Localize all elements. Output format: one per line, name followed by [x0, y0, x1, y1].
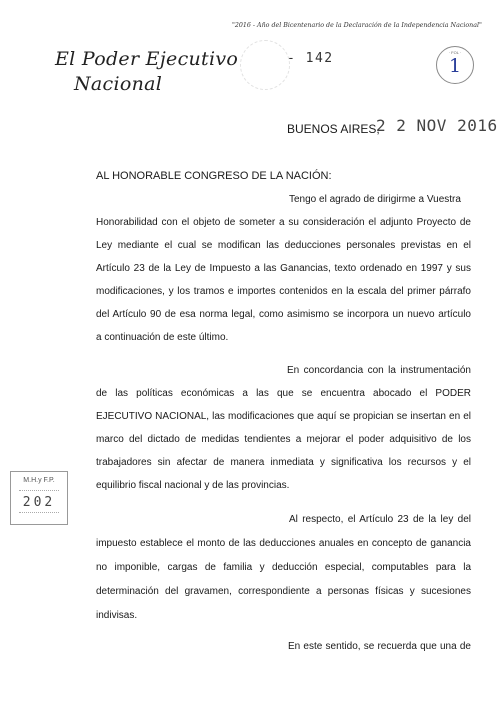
ministry-stamp-number: 202 [22, 495, 56, 510]
body-line: trabajadores sin afectar de manera inmediata y significativa los recursos y el [96, 457, 471, 468]
addressee: AL HONORABLE CONGRESO DE LA NACIÓN: [96, 170, 332, 182]
ministry-stamp-box [10, 471, 68, 525]
letterhead-logo-line2: Nacional [74, 73, 163, 95]
ministry-stamp-label: M.H.y F.P. [23, 477, 55, 484]
date-label: BUENOS AIRES, [287, 122, 380, 136]
faint-seal-stamp [240, 40, 290, 90]
body-line: equilibrio fiscal nacional y de las provincias. [96, 480, 290, 491]
body-line: En este sentido, se recuerda que una de [288, 641, 471, 652]
body-line: de las políticas económicas a las que se encuentra abocado el PODER [96, 388, 471, 399]
letterhead-logo-line1: El Poder Ejecutivo [55, 48, 239, 70]
body-line: En concordancia con la instrumentación [287, 365, 471, 376]
folio-stamp-ring-text: · FOL · [448, 50, 462, 55]
stamp-divider [19, 490, 59, 491]
body-line: no imponible, cargas de familia y deducción especial, computables para la [96, 562, 471, 573]
folio-stamp-number: 1 [448, 55, 462, 77]
body-line: del Artículo 90 de esa norma legal, como asimismo se incorpora un nuevo artículo [96, 309, 471, 320]
body-line: EJECUTIVO NACIONAL, las modificaciones que aquí se propician se insertan en el [96, 411, 471, 422]
body-line: modificaciones, y los tramos e importes contenidos en la escala del primer párrafo [96, 286, 471, 297]
document-number: - 142 [287, 51, 334, 66]
body-line: Al respecto, el Artículo 23 de la ley del [289, 514, 471, 525]
body-line: Tengo el agrado de dirigirme a Vuestra [289, 194, 461, 205]
header-motto: "2016 - Año del Bicentenario de la Declaración de la Independencia Nacional" [232, 22, 482, 29]
stamp-divider [19, 512, 59, 513]
body-line: impuesto establece el monto de las deducciones anuales en concepto de ganancia [96, 538, 471, 549]
body-line: marco del dictado de medidas tendientes a mejorar el poder adquisitivo de los [96, 434, 471, 445]
folio-stamp [436, 46, 474, 84]
body-line: determinación del gravamen, correspondiente a personas físicas y sucesiones [96, 586, 471, 597]
body-line: Ley mediante el cual se modifican las deducciones personales previstas en el [96, 240, 471, 251]
body-line: a continuación de este último. [96, 332, 229, 343]
body-line: Artículo 23 de la Ley de Impuesto a las Ganancias, texto ordenado en 1997 y sus [96, 263, 471, 274]
body-line: Honorabilidad con el objeto de someter a su consideración el adjunto Proyecto de [96, 217, 471, 228]
date-stamp: 2 2 NOV 2016 [376, 116, 498, 135]
body-line: indivisas. [96, 610, 138, 621]
